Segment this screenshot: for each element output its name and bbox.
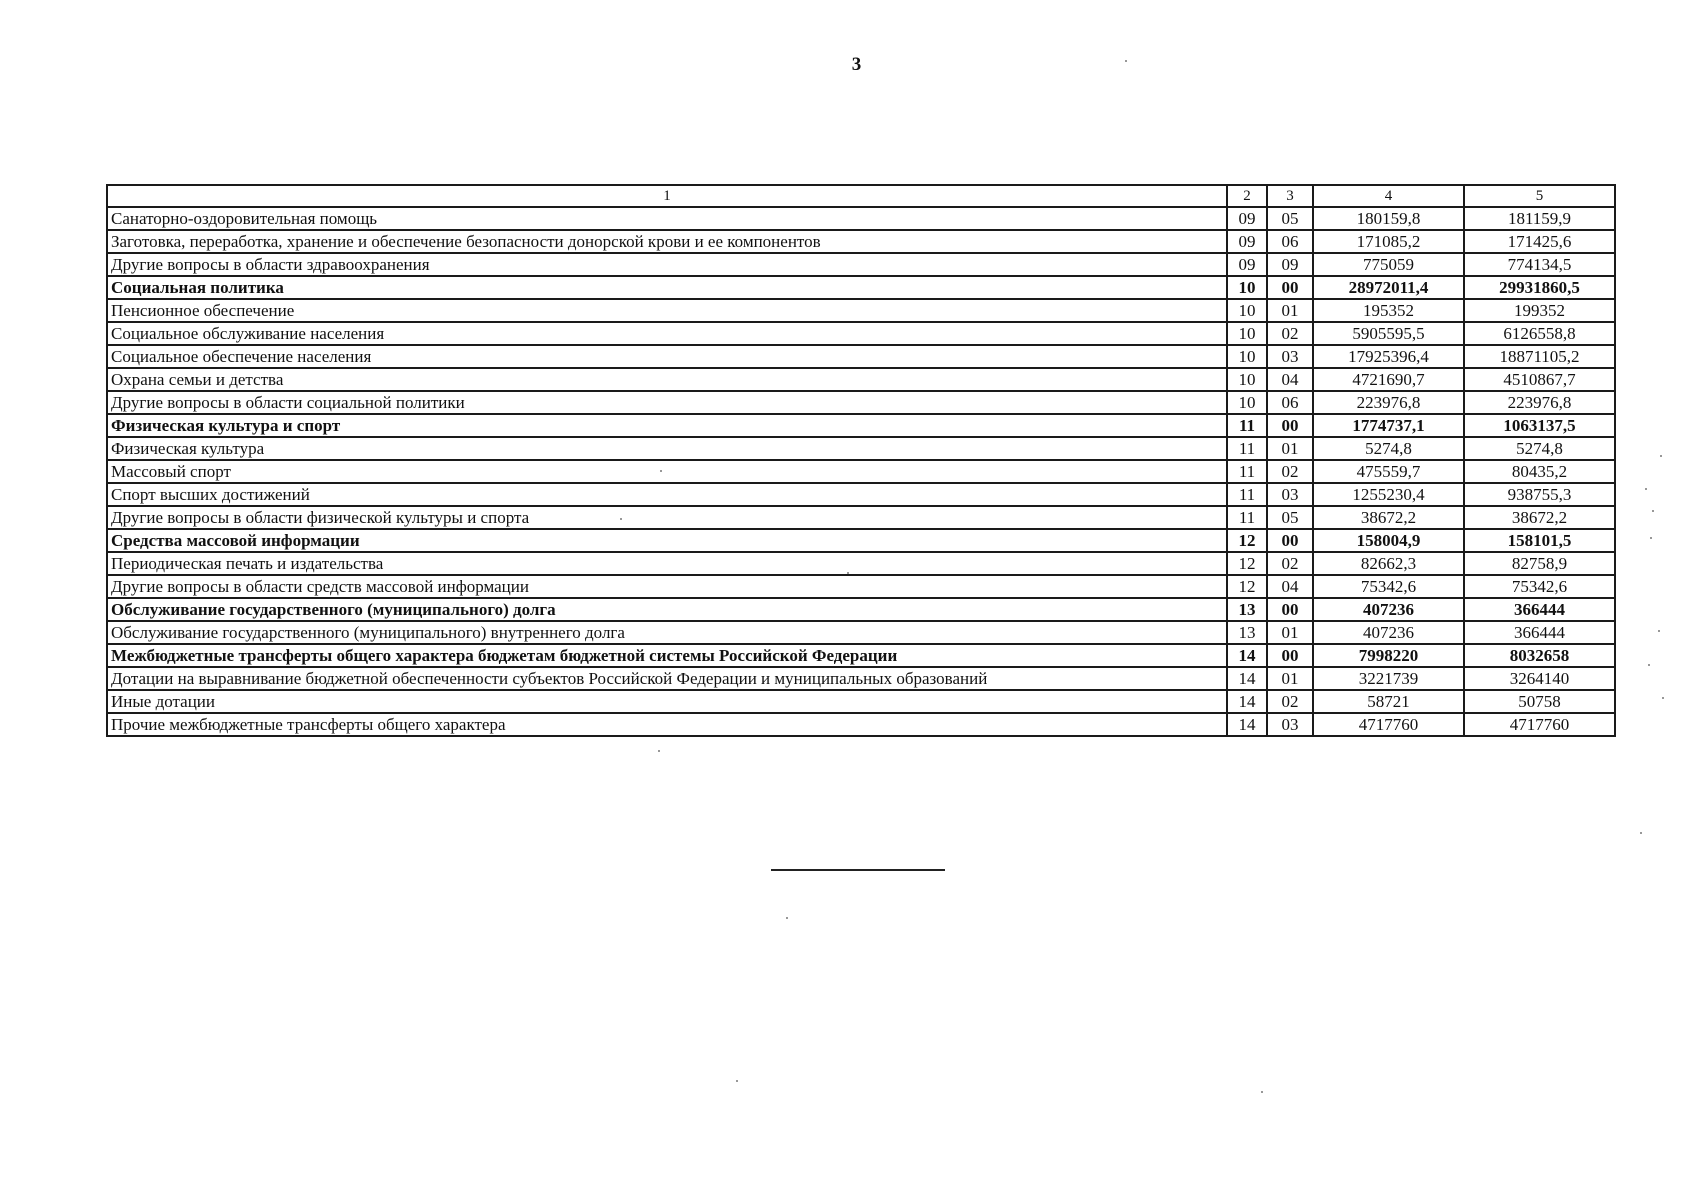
row-name-cell: Физическая культура и спорт xyxy=(107,414,1227,437)
row-value-1-cell: 28972011,4 xyxy=(1313,276,1464,299)
table-row xyxy=(107,575,1615,598)
row-name-cell: Массовый спорт xyxy=(107,460,1227,483)
row-value-2-cell: 18871105,2 xyxy=(1464,345,1615,368)
table-row xyxy=(107,621,1615,644)
row-name-cell: Другие вопросы в области здравоохранения xyxy=(107,253,1227,276)
row-section-cell: 12 xyxy=(1227,575,1267,598)
row-name-cell: Обслуживание государственного (муниципального) внутреннего долга xyxy=(107,621,1227,644)
row-subsection-cell: 00 xyxy=(1267,276,1313,299)
row-subsection-cell: 01 xyxy=(1267,437,1313,460)
row-name-cell: Физическая культура xyxy=(107,437,1227,460)
row-value-2-cell: 38672,2 xyxy=(1464,506,1615,529)
row-subsection-cell: 03 xyxy=(1267,345,1313,368)
row-value-1-cell: 195352 xyxy=(1313,299,1464,322)
row-section-cell: 10 xyxy=(1227,368,1267,391)
row-section-cell: 10 xyxy=(1227,345,1267,368)
row-value-1-cell: 171085,2 xyxy=(1313,230,1464,253)
table-row xyxy=(107,713,1615,736)
row-value-1-cell: 5274,8 xyxy=(1313,437,1464,460)
scan-speck xyxy=(1658,630,1660,632)
table-row xyxy=(107,598,1615,621)
row-subsection-cell: 05 xyxy=(1267,207,1313,230)
table-row xyxy=(107,460,1615,483)
scan-speck xyxy=(1645,488,1647,490)
table-row xyxy=(107,437,1615,460)
row-section-cell: 12 xyxy=(1227,552,1267,575)
row-subsection-cell: 00 xyxy=(1267,529,1313,552)
table-row xyxy=(107,414,1615,437)
row-subsection-cell: 00 xyxy=(1267,414,1313,437)
row-value-2-cell: 366444 xyxy=(1464,621,1615,644)
row-value-1-cell: 7998220 xyxy=(1313,644,1464,667)
row-value-1-cell: 17925396,4 xyxy=(1313,345,1464,368)
row-section-cell: 14 xyxy=(1227,667,1267,690)
row-value-1-cell: 58721 xyxy=(1313,690,1464,713)
row-name-cell: Обслуживание государственного (муниципального) долга xyxy=(107,598,1227,621)
scan-speck xyxy=(1640,832,1642,834)
row-value-1-cell: 775059 xyxy=(1313,253,1464,276)
row-section-cell: 12 xyxy=(1227,529,1267,552)
row-value-2-cell: 199352 xyxy=(1464,299,1615,322)
scan-speck xyxy=(1660,455,1662,457)
row-value-2-cell: 774134,5 xyxy=(1464,253,1615,276)
scan-speck xyxy=(620,518,622,520)
table-row xyxy=(107,230,1615,253)
header-cell-value-2: 5 xyxy=(1464,185,1615,207)
row-section-cell: 10 xyxy=(1227,276,1267,299)
row-subsection-cell: 06 xyxy=(1267,230,1313,253)
row-value-1-cell: 158004,9 xyxy=(1313,529,1464,552)
table-row xyxy=(107,552,1615,575)
closing-divider xyxy=(771,869,945,871)
row-value-1-cell: 3221739 xyxy=(1313,667,1464,690)
row-subsection-cell: 03 xyxy=(1267,483,1313,506)
header-cell-subsection: 3 xyxy=(1267,185,1313,207)
row-subsection-cell: 04 xyxy=(1267,575,1313,598)
row-section-cell: 09 xyxy=(1227,253,1267,276)
scan-speck xyxy=(1261,1091,1263,1093)
table-row xyxy=(107,276,1615,299)
scan-speck xyxy=(658,750,660,752)
row-value-2-cell: 938755,3 xyxy=(1464,483,1615,506)
row-subsection-cell: 04 xyxy=(1267,368,1313,391)
row-subsection-cell: 03 xyxy=(1267,713,1313,736)
row-subsection-cell: 09 xyxy=(1267,253,1313,276)
row-value-1-cell: 75342,6 xyxy=(1313,575,1464,598)
row-section-cell: 13 xyxy=(1227,621,1267,644)
row-value-1-cell: 475559,7 xyxy=(1313,460,1464,483)
row-value-1-cell: 407236 xyxy=(1313,621,1464,644)
row-name-cell: Средства массовой информации xyxy=(107,529,1227,552)
table-row xyxy=(107,506,1615,529)
row-name-cell: Санаторно-оздоровительная помощь xyxy=(107,207,1227,230)
table-row xyxy=(107,322,1615,345)
scan-speck xyxy=(786,917,788,919)
row-name-cell: Другие вопросы в области физической культуры и спорта xyxy=(107,506,1227,529)
table-row xyxy=(107,667,1615,690)
row-value-1-cell: 82662,3 xyxy=(1313,552,1464,575)
row-value-2-cell: 4717760 xyxy=(1464,713,1615,736)
row-value-1-cell: 4717760 xyxy=(1313,713,1464,736)
scan-speck xyxy=(736,1080,738,1082)
row-section-cell: 13 xyxy=(1227,598,1267,621)
scan-speck xyxy=(1652,510,1654,512)
row-name-cell: Другие вопросы в области средств массовой информации xyxy=(107,575,1227,598)
row-value-2-cell: 158101,5 xyxy=(1464,529,1615,552)
header-cell-value-1: 4 xyxy=(1313,185,1464,207)
row-name-cell: Социальное обеспечение населения xyxy=(107,345,1227,368)
row-name-cell: Периодическая печать и издательства xyxy=(107,552,1227,575)
row-value-2-cell: 4510867,7 xyxy=(1464,368,1615,391)
row-subsection-cell: 02 xyxy=(1267,322,1313,345)
row-subsection-cell: 02 xyxy=(1267,552,1313,575)
row-value-1-cell: 180159,8 xyxy=(1313,207,1464,230)
row-value-2-cell: 6126558,8 xyxy=(1464,322,1615,345)
row-name-cell: Дотации на выравнивание бюджетной обеспеченности субъектов Российской Федерации и муниципальных образований xyxy=(107,667,1227,690)
row-name-cell: Межбюджетные трансферты общего характера бюджетам бюджетной системы Российской Федерации xyxy=(107,644,1227,667)
row-section-cell: 14 xyxy=(1227,713,1267,736)
row-name-cell: Охрана семьи и детства xyxy=(107,368,1227,391)
row-name-cell: Социальное обслуживание населения xyxy=(107,322,1227,345)
row-value-2-cell: 8032658 xyxy=(1464,644,1615,667)
row-value-2-cell: 171425,6 xyxy=(1464,230,1615,253)
scan-speck xyxy=(847,572,849,574)
row-value-2-cell: 80435,2 xyxy=(1464,460,1615,483)
row-value-2-cell: 29931860,5 xyxy=(1464,276,1615,299)
row-name-cell: Другие вопросы в области социальной политики xyxy=(107,391,1227,414)
row-section-cell: 11 xyxy=(1227,437,1267,460)
row-subsection-cell: 00 xyxy=(1267,644,1313,667)
row-subsection-cell: 02 xyxy=(1267,690,1313,713)
row-section-cell: 09 xyxy=(1227,230,1267,253)
row-value-2-cell: 82758,9 xyxy=(1464,552,1615,575)
table-row xyxy=(107,253,1615,276)
row-section-cell: 11 xyxy=(1227,460,1267,483)
scan-speck xyxy=(1650,537,1652,539)
table-row xyxy=(107,299,1615,322)
header-cell-name: 1 xyxy=(107,185,1227,207)
table-row xyxy=(107,368,1615,391)
table-row xyxy=(107,690,1615,713)
row-section-cell: 10 xyxy=(1227,322,1267,345)
table-row xyxy=(107,345,1615,368)
table-row xyxy=(107,391,1615,414)
row-subsection-cell: 02 xyxy=(1267,460,1313,483)
table-row xyxy=(107,483,1615,506)
row-subsection-cell: 01 xyxy=(1267,299,1313,322)
row-subsection-cell: 05 xyxy=(1267,506,1313,529)
row-section-cell: 14 xyxy=(1227,644,1267,667)
row-section-cell: 10 xyxy=(1227,299,1267,322)
budget-table xyxy=(106,184,1616,737)
row-value-2-cell: 3264140 xyxy=(1464,667,1615,690)
row-value-1-cell: 407236 xyxy=(1313,598,1464,621)
scan-speck xyxy=(1648,664,1650,666)
row-name-cell: Пенсионное обеспечение xyxy=(107,299,1227,322)
row-value-2-cell: 50758 xyxy=(1464,690,1615,713)
row-section-cell: 11 xyxy=(1227,414,1267,437)
row-value-1-cell: 223976,8 xyxy=(1313,391,1464,414)
table-row xyxy=(107,529,1615,552)
row-subsection-cell: 00 xyxy=(1267,598,1313,621)
row-subsection-cell: 06 xyxy=(1267,391,1313,414)
row-name-cell: Иные дотации xyxy=(107,690,1227,713)
row-subsection-cell: 01 xyxy=(1267,621,1313,644)
row-name-cell: Прочие межбюджетные трансферты общего характера xyxy=(107,713,1227,736)
scan-speck xyxy=(1125,60,1127,62)
row-value-2-cell: 75342,6 xyxy=(1464,575,1615,598)
row-name-cell: Спорт высших достижений xyxy=(107,483,1227,506)
table-header-row xyxy=(107,185,1615,207)
row-section-cell: 11 xyxy=(1227,506,1267,529)
row-section-cell: 14 xyxy=(1227,690,1267,713)
row-value-2-cell: 366444 xyxy=(1464,598,1615,621)
row-section-cell: 10 xyxy=(1227,391,1267,414)
page-number: 3 xyxy=(851,54,862,75)
row-subsection-cell: 01 xyxy=(1267,667,1313,690)
row-value-1-cell: 5905595,5 xyxy=(1313,322,1464,345)
row-section-cell: 09 xyxy=(1227,207,1267,230)
table-row xyxy=(107,644,1615,667)
row-value-2-cell: 1063137,5 xyxy=(1464,414,1615,437)
row-value-1-cell: 1774737,1 xyxy=(1313,414,1464,437)
row-value-1-cell: 1255230,4 xyxy=(1313,483,1464,506)
scan-speck xyxy=(1662,697,1664,699)
header-cell-section: 2 xyxy=(1227,185,1267,207)
row-value-1-cell: 38672,2 xyxy=(1313,506,1464,529)
row-name-cell: Социальная политика xyxy=(107,276,1227,299)
table-row xyxy=(107,207,1615,230)
row-value-2-cell: 5274,8 xyxy=(1464,437,1615,460)
scan-speck xyxy=(660,470,662,472)
row-value-2-cell: 181159,9 xyxy=(1464,207,1615,230)
row-section-cell: 11 xyxy=(1227,483,1267,506)
row-value-1-cell: 4721690,7 xyxy=(1313,368,1464,391)
row-value-2-cell: 223976,8 xyxy=(1464,391,1615,414)
row-name-cell: Заготовка, переработка, хранение и обеспечение безопасности донорской крови и ее компонентов xyxy=(107,230,1227,253)
